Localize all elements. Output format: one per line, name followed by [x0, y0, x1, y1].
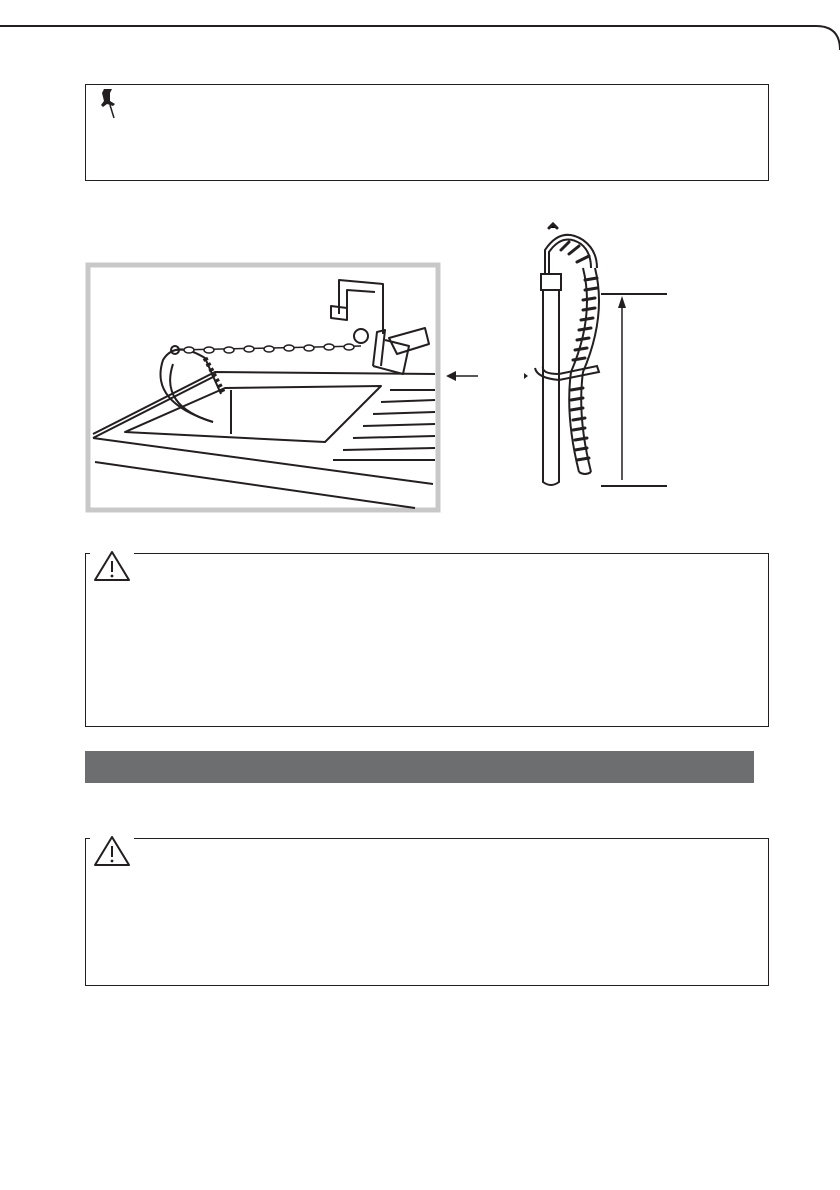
note-box — [85, 84, 769, 181]
section-header-bar — [85, 751, 754, 783]
warning-triangle-icon — [90, 548, 134, 584]
drain-hose-height-illustration — [525, 220, 675, 492]
warning-box — [85, 553, 769, 727]
warning-box — [85, 838, 769, 986]
pointer-arrow — [444, 366, 534, 386]
warning-triangle-icon — [90, 833, 134, 869]
sink-drain-hose-illustration — [85, 262, 445, 514]
pushpin-icon — [98, 87, 122, 121]
